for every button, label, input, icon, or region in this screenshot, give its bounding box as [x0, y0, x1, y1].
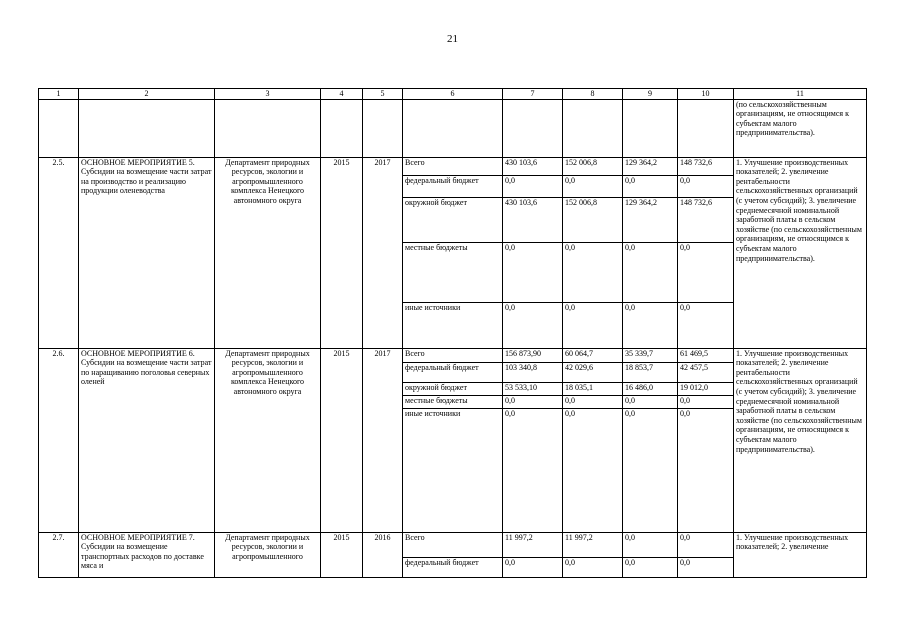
end-year: 2017	[363, 157, 403, 348]
table-row	[39, 157, 867, 175]
total-value: 0,0	[503, 557, 563, 577]
year1-value: 0,0	[563, 175, 623, 197]
source-name: Всего	[403, 532, 503, 557]
source-name: федеральный бюджет	[403, 557, 503, 577]
year3-value: 0,0	[678, 175, 734, 197]
year1-value: 152 006,8	[563, 197, 623, 242]
year2-value: 0,0	[623, 302, 678, 348]
year2-value: 0,0	[623, 532, 678, 557]
year1-value: 11 997,2	[563, 532, 623, 557]
year1-value: 0,0	[563, 242, 623, 302]
year2-value: 16 486,0	[623, 382, 678, 395]
total-value: 0,0	[503, 408, 563, 532]
source-name: иные источники	[403, 302, 503, 348]
executor: Департамент природных ресурсов, экологии и агропромышленного	[215, 532, 321, 577]
year1-value: 0,0	[563, 302, 623, 348]
total-value: 103 340,8	[503, 362, 563, 382]
year1-value: 0,0	[563, 557, 623, 577]
table-row	[39, 532, 867, 557]
year1-value: 0,0	[563, 408, 623, 532]
row-number: 2.7.	[39, 532, 79, 577]
header-cell: 10	[678, 89, 734, 100]
header-cell: 7	[503, 89, 563, 100]
year2-value: 0,0	[623, 557, 678, 577]
year3-value: 61 469,5	[678, 348, 734, 362]
year2-value: 0,0	[623, 395, 678, 408]
year1-value: 152 006,8	[563, 157, 623, 175]
year3-value: 0,0	[678, 302, 734, 348]
start-year: 2015	[321, 157, 363, 348]
source-name: федеральный бюджет	[403, 175, 503, 197]
total-value: 53 533,10	[503, 382, 563, 395]
header-cell: 1	[39, 89, 79, 100]
executor: Департамент природных ресурсов, экологии и агропромышленного комплекса Ненецкого автономного округа	[215, 157, 321, 348]
start-year: 2015	[321, 348, 363, 532]
expected-result: 1. Улучшение производственных показателей; 2. увеличение рентабельности сельскохозяйственных организаций (с учетом субсидий); 3. увеличение среднемесячной номинальной заработной платы в сельском хозяйстве (по сельскохозяйственным организациям, не относящимся к субъектам малого предпринимательства).	[734, 157, 867, 348]
continuation-row	[39, 99, 867, 157]
total-value: 0,0	[503, 395, 563, 408]
year2-value: 129 364,2	[623, 157, 678, 175]
total-value: 0,0	[503, 302, 563, 348]
year3-value: 0,0	[678, 557, 734, 577]
source-name: местные бюджеты	[403, 242, 503, 302]
year1-value: 60 064,7	[563, 348, 623, 362]
year3-value: 148 732,6	[678, 197, 734, 242]
source-name: иные источники	[403, 408, 503, 532]
row-number: 2.5.	[39, 157, 79, 348]
year3-value: 19 012,0	[678, 382, 734, 395]
header-row	[39, 89, 867, 100]
header-cell: 4	[321, 89, 363, 100]
start-year: 2015	[321, 532, 363, 577]
year1-value: 18 035,1	[563, 382, 623, 395]
year2-value: 18 853,7	[623, 362, 678, 382]
total-value: 0,0	[503, 175, 563, 197]
total-value: 430 103,6	[503, 157, 563, 175]
source-name: местные бюджеты	[403, 395, 503, 408]
end-year: 2016	[363, 532, 403, 577]
year3-value: 0,0	[678, 242, 734, 302]
source-name: окружной бюджет	[403, 197, 503, 242]
activity-name: ОСНОВНОЕ МЕРОПРИЯТИЕ 5. Субсидии на возмещение части затрат на производство и реализацию продукции оленеводства	[79, 157, 215, 348]
source-name: Всего	[403, 348, 503, 362]
header-cell: 2	[79, 89, 215, 100]
source-name: Всего	[403, 157, 503, 175]
year2-value: 35 339,7	[623, 348, 678, 362]
source-name: окружной бюджет	[403, 382, 503, 395]
header-cell: 11	[734, 89, 867, 100]
year3-value: 42 457,5	[678, 362, 734, 382]
header-cell: 5	[363, 89, 403, 100]
expected-result: 1. Улучшение производственных показателей; 2. увеличение	[734, 532, 867, 577]
year2-value: 0,0	[623, 242, 678, 302]
year3-value: 0,0	[678, 408, 734, 532]
row-number: 2.6.	[39, 348, 79, 532]
header-cell: 6	[403, 89, 503, 100]
result-text: (по сельскохозяйственным организациям, не относящимся к субъектам малого предпринимательства).	[734, 99, 867, 157]
header-cell: 9	[623, 89, 678, 100]
year1-value: 0,0	[563, 395, 623, 408]
header-cell: 3	[215, 89, 321, 100]
year2-value: 0,0	[623, 408, 678, 532]
year3-value: 0,0	[678, 532, 734, 557]
source-name: федеральный бюджет	[403, 362, 503, 382]
year1-value: 42 029,6	[563, 362, 623, 382]
total-value: 430 103,6	[503, 197, 563, 242]
header-cell: 8	[563, 89, 623, 100]
activity-name: ОСНОВНОЕ МЕРОПРИЯТИЕ 7. Субсидии на возмещение транспортных расходов по доставке мяса и	[79, 532, 215, 577]
year2-value: 0,0	[623, 175, 678, 197]
executor: Департамент природных ресурсов, экологии и агропромышленного комплекса Ненецкого автономного округа	[215, 348, 321, 532]
year3-value: 0,0	[678, 395, 734, 408]
expected-result: 1. Улучшение производственных показателей; 2. увеличение рентабельности сельскохозяйственных организаций (с учетом субсидий); 3. увеличение среднемесячной номинальной заработной платы в сельском хозяйстве (по сельскохозяйственным организациям, не относящимся к субъектам малого предпринимательства).	[734, 348, 867, 532]
table-row	[39, 348, 867, 362]
year2-value: 129 364,2	[623, 197, 678, 242]
total-value: 156 873,90	[503, 348, 563, 362]
end-year: 2017	[363, 348, 403, 532]
page-number: 21	[447, 33, 458, 45]
program-table	[38, 88, 867, 578]
year3-value: 148 732,6	[678, 157, 734, 175]
total-value: 0,0	[503, 242, 563, 302]
activity-name: ОСНОВНОЕ МЕРОПРИЯТИЕ 6. Субсидии на возмещение части затрат по наращиванию поголовья северных оленей	[79, 348, 215, 532]
total-value: 11 997,2	[503, 532, 563, 557]
